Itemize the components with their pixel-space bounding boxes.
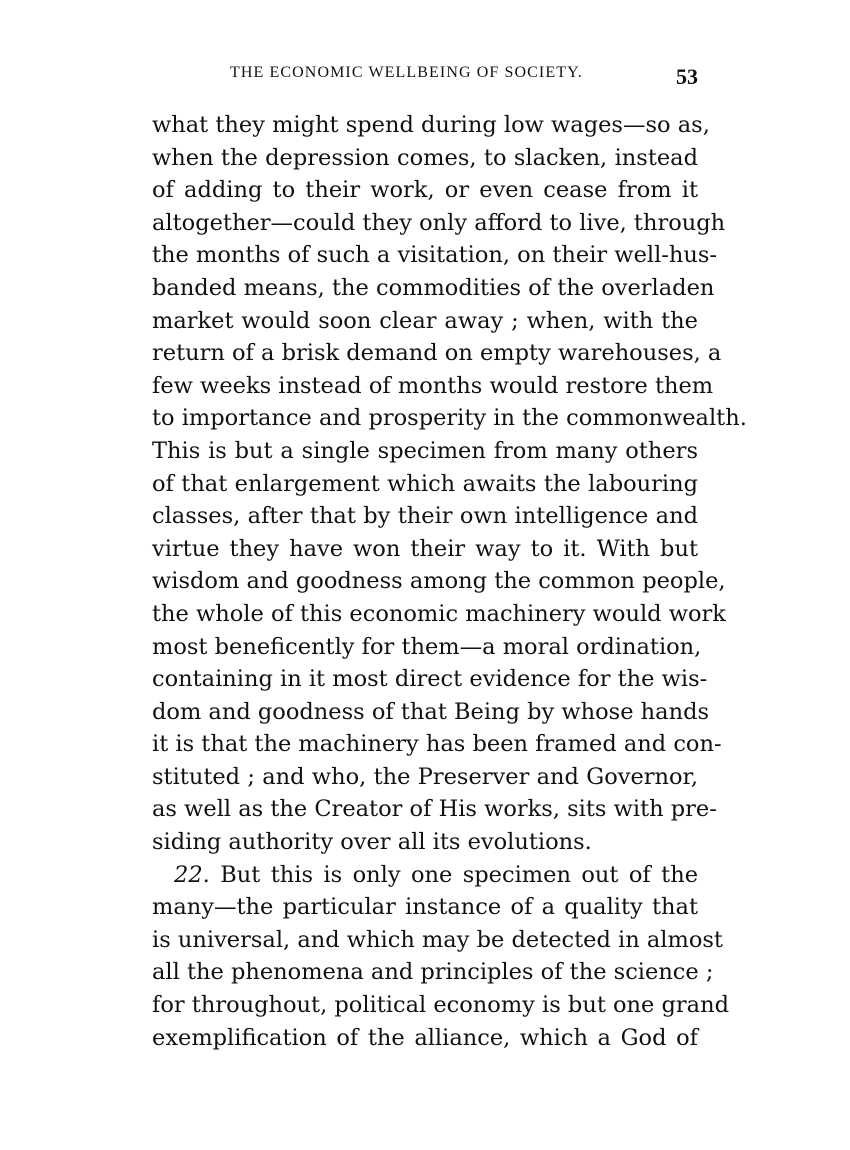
text-line: siding authority over all its evolutions. — [152, 829, 592, 856]
text-line: of that enlargement which awaits the labouring — [152, 470, 698, 497]
text-line: banded means, the commodities of the overladen — [152, 274, 715, 301]
text-line: virtue they have won their way to it. With but — [152, 535, 698, 562]
text-line: for throughout, political economy is but one grand — [152, 992, 729, 1019]
running-title: THE ECONOMIC WELLBEING OF SOCIETY. — [230, 64, 583, 81]
text-line: of adding to their work, or even cease from it — [152, 177, 698, 204]
text-line: to importance and prosperity in the commonwealth. — [152, 405, 747, 432]
text-line: return of a brisk demand on empty warehouses, a — [152, 340, 722, 367]
text-line: as well as the Creator of His works, sits with pre- — [152, 796, 717, 823]
text-line: This is but a single specimen from many others — [152, 437, 698, 464]
page-number: 53 — [676, 64, 698, 89]
text-line — [152, 859, 698, 892]
text-line: the whole of this economic machinery would work — [152, 600, 726, 627]
text-line: all the phenomena and principles of the science ; — [152, 959, 714, 986]
body-text — [152, 109, 747, 1054]
paragraph-2 — [152, 859, 729, 1055]
text-fragment: But this is only one specimen out of the — [220, 861, 699, 888]
text-line: most beneficently for them—a moral ordination, — [152, 633, 702, 660]
text-line: altogether—could they only afford to live, through — [152, 209, 726, 236]
text-line: market would soon clear away ; when, with the — [152, 307, 698, 334]
text-line: wisdom and goodness among the common people, — [152, 568, 726, 595]
text-line: dom and goodness of that Being by whose hands — [152, 698, 710, 725]
paragraph-1 — [152, 109, 747, 859]
text-line: few weeks instead of months would restore them — [152, 372, 714, 399]
text-line: when the depression comes, to slacken, instead — [152, 144, 698, 171]
text-line: it is that the machinery has been framed and con- — [152, 731, 722, 758]
text-line: exemplification of the alliance, which a God of — [152, 1024, 698, 1051]
text-line: stituted ; and who, the Preserver and Governor, — [152, 763, 698, 790]
text-line: the months of such a visitation, on their well-hus- — [152, 242, 718, 269]
text-line: what they might spend during low wages—so as, — [152, 112, 710, 138]
text-line: is universal, and which may be detected in almost — [152, 926, 723, 953]
text-line: containing in it most direct evidence for the wis- — [152, 666, 708, 693]
section-number: 22. — [174, 861, 210, 888]
text-line: many—the particular instance of a quality that — [152, 894, 698, 921]
running-head — [152, 62, 698, 92]
text-line: classes, after that by their own intelligence and — [152, 503, 698, 530]
